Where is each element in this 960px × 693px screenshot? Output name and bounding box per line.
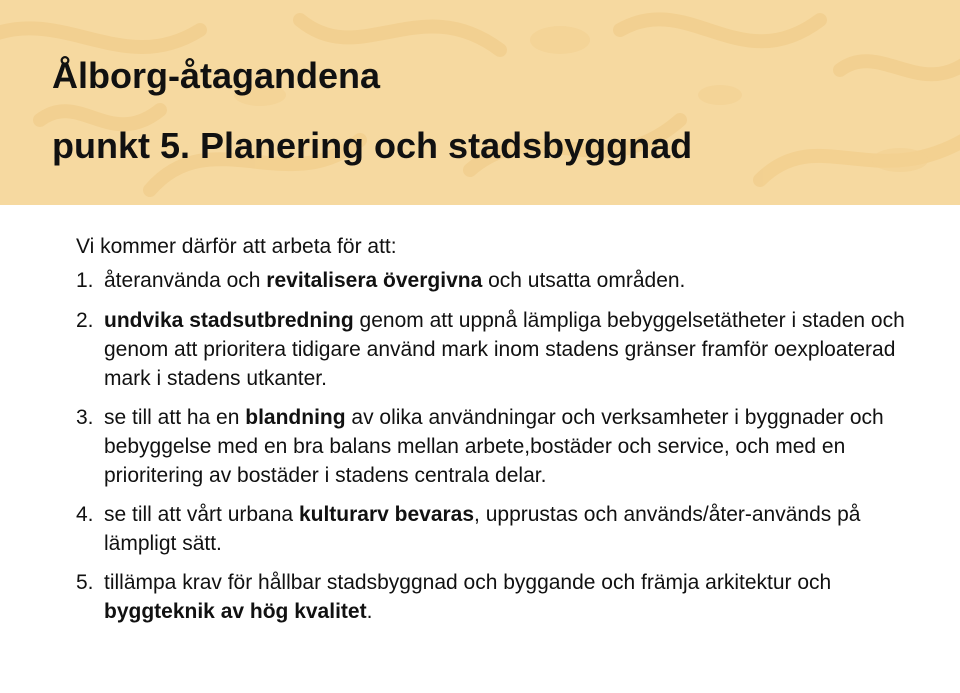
slide-subtitle: punkt 5. Planering och stadsbyggnad (52, 125, 693, 166)
list-text: . (366, 600, 373, 623)
list-number: 2. (76, 309, 94, 332)
list-text: , upprustas och används/åter-används på lämpligt sätt. (104, 503, 861, 555)
title-banner (0, 0, 960, 205)
intro-text: Vi kommer därför att arbeta för att: (76, 235, 397, 258)
list-item-1 (76, 266, 936, 295)
list-text: av olika användningar och verksamheter i byggnader och bebyggelse med en bra balans mellan arbete,bostäder och service, och med en prioritering av bostäder i stadens centrala delar. (104, 406, 884, 487)
list-text: se till att ha en (104, 406, 246, 429)
list-text: tillämpa krav för hållbar stadsbyggnad och byggande och främja arkitektur och (104, 571, 832, 594)
slide-title: Ålborg-åtagandena (52, 55, 381, 96)
list-emphasis: revitalisera övergivna (266, 269, 483, 292)
list-number: 5. (76, 571, 94, 594)
list-item-4 (76, 500, 936, 558)
list-item-2 (76, 306, 936, 393)
list-item-3 (76, 403, 936, 490)
slide-body (76, 232, 936, 626)
list-item-5 (76, 568, 936, 626)
list-emphasis: kulturarv bevaras (298, 503, 475, 526)
list-number: 4. (76, 503, 94, 526)
list-text: återanvända och (104, 269, 267, 292)
list-text: och utsatta områden. (482, 269, 686, 292)
decorative-pattern (0, 0, 960, 205)
list-emphasis: undvika stadsutbredning (104, 309, 354, 332)
list-text: se till att vårt urbana (104, 503, 299, 526)
list-text: genom att uppnå lämpliga bebyggelsetätheter i staden och genom att prioritera tidigare använd mark inom stadens gränser framför oexploaterad mark i stadens utkanter. (104, 309, 905, 390)
list-emphasis: byggteknik av hög kvalitet (104, 600, 367, 623)
list-number: 1. (76, 269, 94, 292)
list-emphasis: blandning (245, 406, 346, 429)
list-number: 3. (76, 406, 94, 429)
